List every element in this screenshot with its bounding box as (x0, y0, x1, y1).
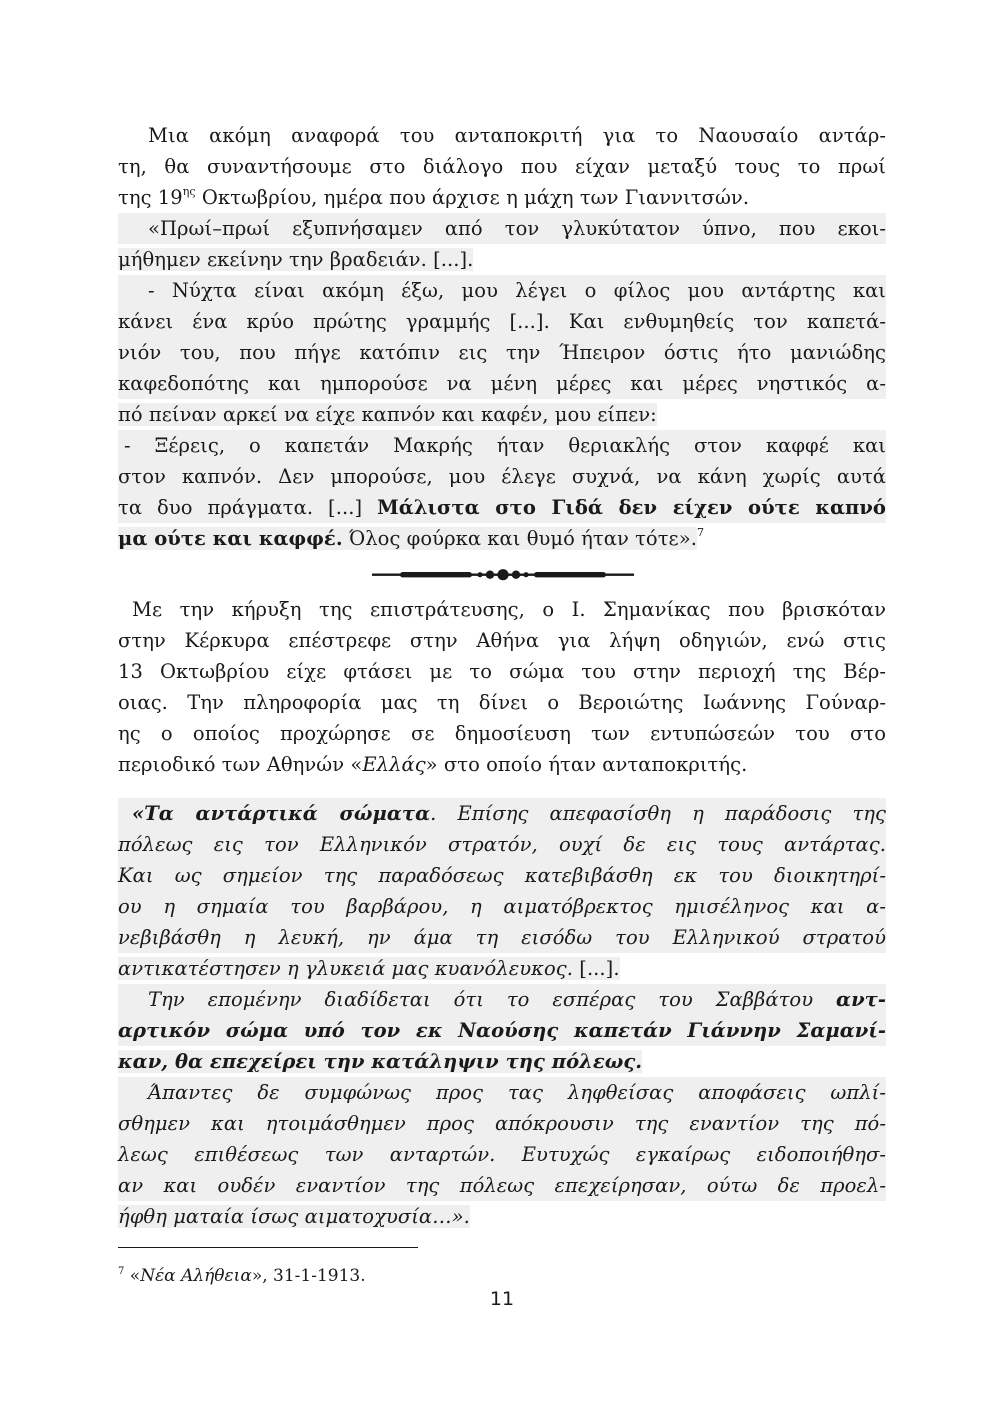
text-line: «Τα αντάρτικά σώματα. Επίσης απεφασίσθη η παράδοσις της (118, 798, 886, 829)
text-line: νεβιβάσθη η λευκή, ην άμα τη εισόδω του Ελληνικού στρατού (118, 922, 886, 953)
quote-block-ellas (118, 798, 886, 1232)
footnote-source-title: Νέα Αλήθεια (140, 1266, 252, 1286)
text-line: κάνει ένα κρύο πρώτης γραμμής [...]. Και ενθυμηθείς τον καπετά- (118, 306, 886, 337)
footnote-mark: 7 (118, 1266, 125, 1277)
text-line: τη, θα συναντήσουμε στο διάλογο που είχαν μεταξύ τους το πρωί (118, 155, 886, 178)
text-line: πόλεως εις τον Ελληνικόν στρατόν, ουχί δε εις τους αντάρτας. (118, 829, 886, 860)
text-line: τα δυο πράγματα. [...] Μάλιστα στο Γιδά δεν είχεν ούτε καπνό (118, 492, 886, 523)
text-line: στον καπνόν. Δεν μπορούσε, μου έλεγε συχνά, να κάνη χωρίς αυτά (118, 461, 886, 492)
text-line: νιόν του, που πήγε κατόπιν εις την Ήπειρον όστις ήτο μανιώδης (118, 337, 886, 368)
text-line: - Νύχτα είναι ακόμη έξω, μου λέγει ο φίλος μου αντάρτης και (118, 275, 886, 306)
quote-block-correspondent (118, 213, 886, 554)
footnote: $^7$ «Νέα Αλήθεια», 31-1-1913. (118, 1266, 366, 1286)
text-line: ου η σημαία του βαρβάρου, η αιματόβρεκτος ημισέληνος και α- (118, 891, 886, 922)
text-line (118, 1046, 886, 1077)
italic-title: Ελλάς (362, 753, 426, 776)
text-line: Την επομένην διαδίδεται ότι το εσπέρας του Σαββάτου αντ- (118, 984, 886, 1015)
text-line: ης ο οποίος προχώρησε σε δημοσίευση των εντυπώσεών του στο (118, 722, 886, 745)
text-line: αντικατέστησεν η γλυκειά μας κυανόλευκος. [...]. (118, 957, 620, 980)
text-line: Με την κήρυξη της επιστράτευσης, ο Ι. Σημανίκας που βρισκόταν (132, 598, 886, 621)
text-line: στην Κέρκυρα επέστρεφε στην Αθήνα για λήψη οδηγιών, ενώ στις (118, 629, 886, 652)
bold-emphasis: καν, θα επεχείρει την κατάληψιν της πόλεως. (118, 1050, 643, 1073)
text-line: πό πείναν αρκεί να είχε καπνόν και καφέν, μου είπεν: (118, 403, 657, 426)
text-line: σθημεν και ητοιμάσθημεν προς απόκρουσιν της εναντίον της πό- (118, 1108, 886, 1139)
bold-emphasis: αρτικόν σώμα υπό τον εκ Ναούσης καπετάν Γιάννην Σαμανί- (118, 1019, 886, 1042)
text-line: περιοδικό των Αθηνών «Ελλάς» στο οποίο ήταν ανταποκριτής. (118, 753, 748, 776)
paragraph-mobilization (118, 594, 886, 780)
text-line: μα ούτε και καφφέ. Όλος φούρκα και θυμό ήταν τότε».$^7$ (118, 526, 705, 550)
page-number: 11 (489, 1288, 515, 1310)
text-line: αν και ουδέν εναντίον της πόλεως επεχείρησαν, ούτω δε προελ- (118, 1170, 886, 1201)
text-line: οιας. Την πληροφορία μας τη δίνει ο Βεροιώτης Ιωάννης Γούναρ- (118, 691, 886, 714)
footnote-separator (118, 1247, 418, 1248)
text-line: Μια ακόμη αναφορά του ανταποκριτή για το Ναουσαίο αντάρ- (148, 124, 886, 147)
text-line: ήφθη ματαία ίσως αιματοχυσία…». (118, 1205, 470, 1228)
text-line: μήθημεν εκείνην την βραδειάν. [...]. (118, 248, 474, 271)
text-line: - Ξέρεις, ο καπετάν Μακρής ήταν θεριακλής στον καφφέ και (118, 430, 886, 461)
bold-emphasis: αντ- (836, 988, 886, 1011)
text-line: καφεδοπότης και ημπορούσε να μένη μέρες και μέρες νηστικός α- (118, 368, 886, 399)
text-line: Και ως σημείον της παραδόσεως κατεβιβάσθη εκ του διοικητηρί- (118, 860, 886, 891)
text-line: 13 Οκτωβρίου είχε φτάσει με το σώμα του στην περιοχή της Βέρ- (118, 660, 886, 683)
bold-emphasis: Μάλιστα στο Γιδά δεν είχεν ούτε καπνό (377, 496, 886, 519)
text-line: «Πρωί–πρωί εξυπνήσαμεν από τον γλυκύτατον ύπνο, που εκοι- (118, 213, 886, 244)
text-line: της $19^{\eta\varsigma}$ Οκτωβρίου, ημέρα που άρχισε η μάχη των Γιαννιτσών. (118, 185, 750, 209)
bold-emphasis: «Τα αντάρτικά σώματα (132, 802, 431, 825)
bold-emphasis: μα ούτε και καφφέ. (118, 527, 343, 550)
paragraph-intro (118, 120, 886, 213)
text-line (118, 1015, 886, 1046)
text-line: λεως επιθέσεως των ανταρτών. Ευτυχώς εγκαίρως ειδοποιήθησ- (118, 1139, 886, 1170)
text-line: Άπαντες δε συμφώνως προς τας ληφθείσας αποφάσεις ωπλί- (118, 1077, 886, 1108)
ornament-divider-icon (372, 565, 634, 585)
ordinal-superscript: ης (182, 185, 196, 198)
footnote-ref: 7 (696, 526, 705, 539)
